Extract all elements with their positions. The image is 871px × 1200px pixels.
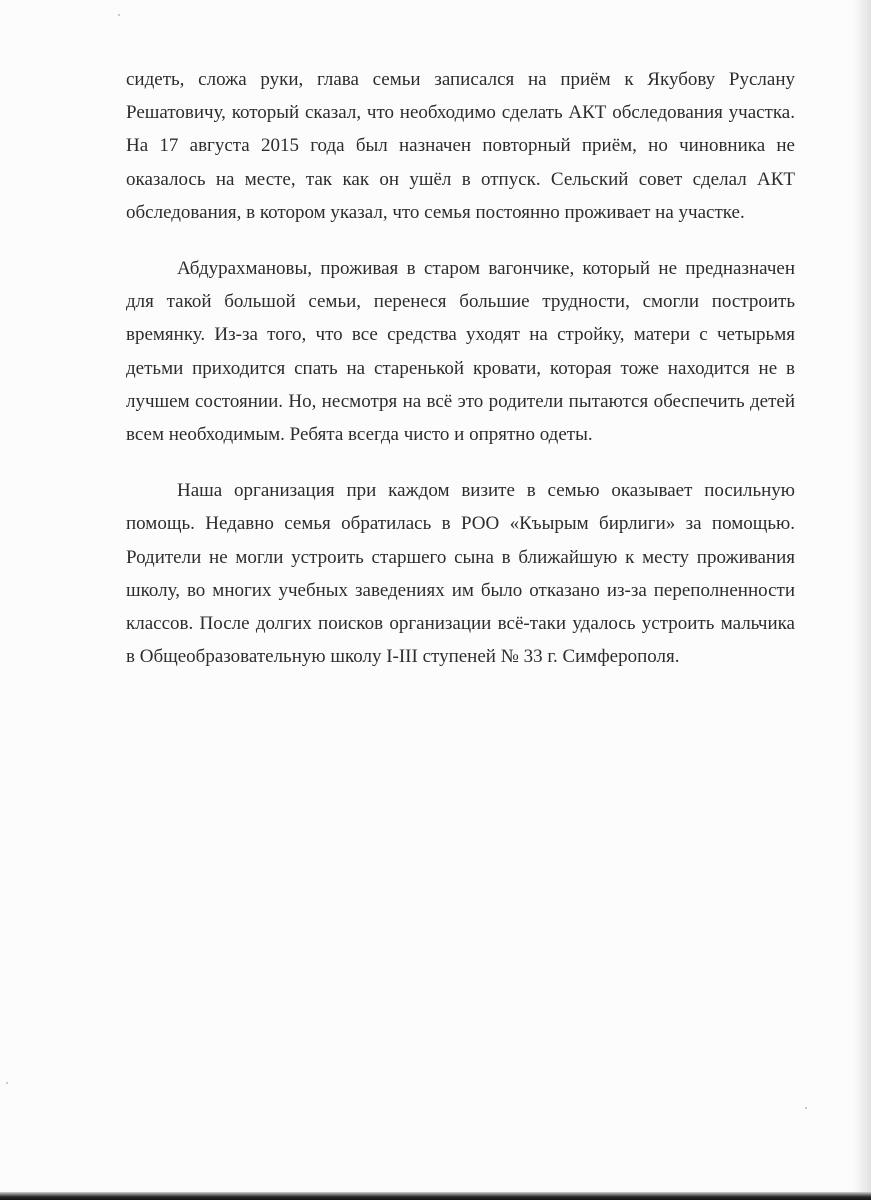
scan-speck — [6, 1082, 8, 1084]
scan-speck — [118, 14, 120, 16]
paragraph-continuation: сидеть, сложа руки, глава семьи записался на приём к Якубову Руслану Решатовичу, который сказал, что необходимо сделать АКТ обследования участка. На 17 августа 2015 года был назначен повторный приём, но чиновника не оказалось на месте, так как он ушёл в отпуск. Сельский совет сделал АКТ обследования, в котором указал, что семья постоянно проживает на участке. — [126, 69, 795, 223]
scan-bottom-edge — [0, 1192, 871, 1200]
document-body — [126, 63, 795, 696]
paragraph-organization-help: Наша организация при каждом визите в семью оказывает посильную помощь. Недавно семья обратилась в РОО «Къырым бирлиги» за помощью. Родители не могли устроить старшего сына в ближайшую к месту проживания школу, во многих учебных заведениях им было отказано из-за переполненности классов. После долгих поисков организации всё-таки удалось устроить мальчика в Общеобразовательную школу I-III ступеней № 33 г. Симферополя. — [126, 480, 795, 668]
scan-speck — [805, 1107, 807, 1109]
paragraph-abdurakhmanov-family: Абдурахмановы, проживая в старом вагончике, который не предназначен для такой большой семьи, перенеся большие трудности, смогли построить времянку. Из-за того, что все средства уходят на стройку, матери с четырьмя детьми приходится спать на старенькой кровати, которая тоже находится не в лучшем состоянии. Но, несмотря на всё это родители пытаются обеспечить детей всем необходимым. Ребята всегда чисто и опрятно одеты. — [126, 258, 795, 446]
scan-edge-shadow — [853, 0, 871, 1200]
